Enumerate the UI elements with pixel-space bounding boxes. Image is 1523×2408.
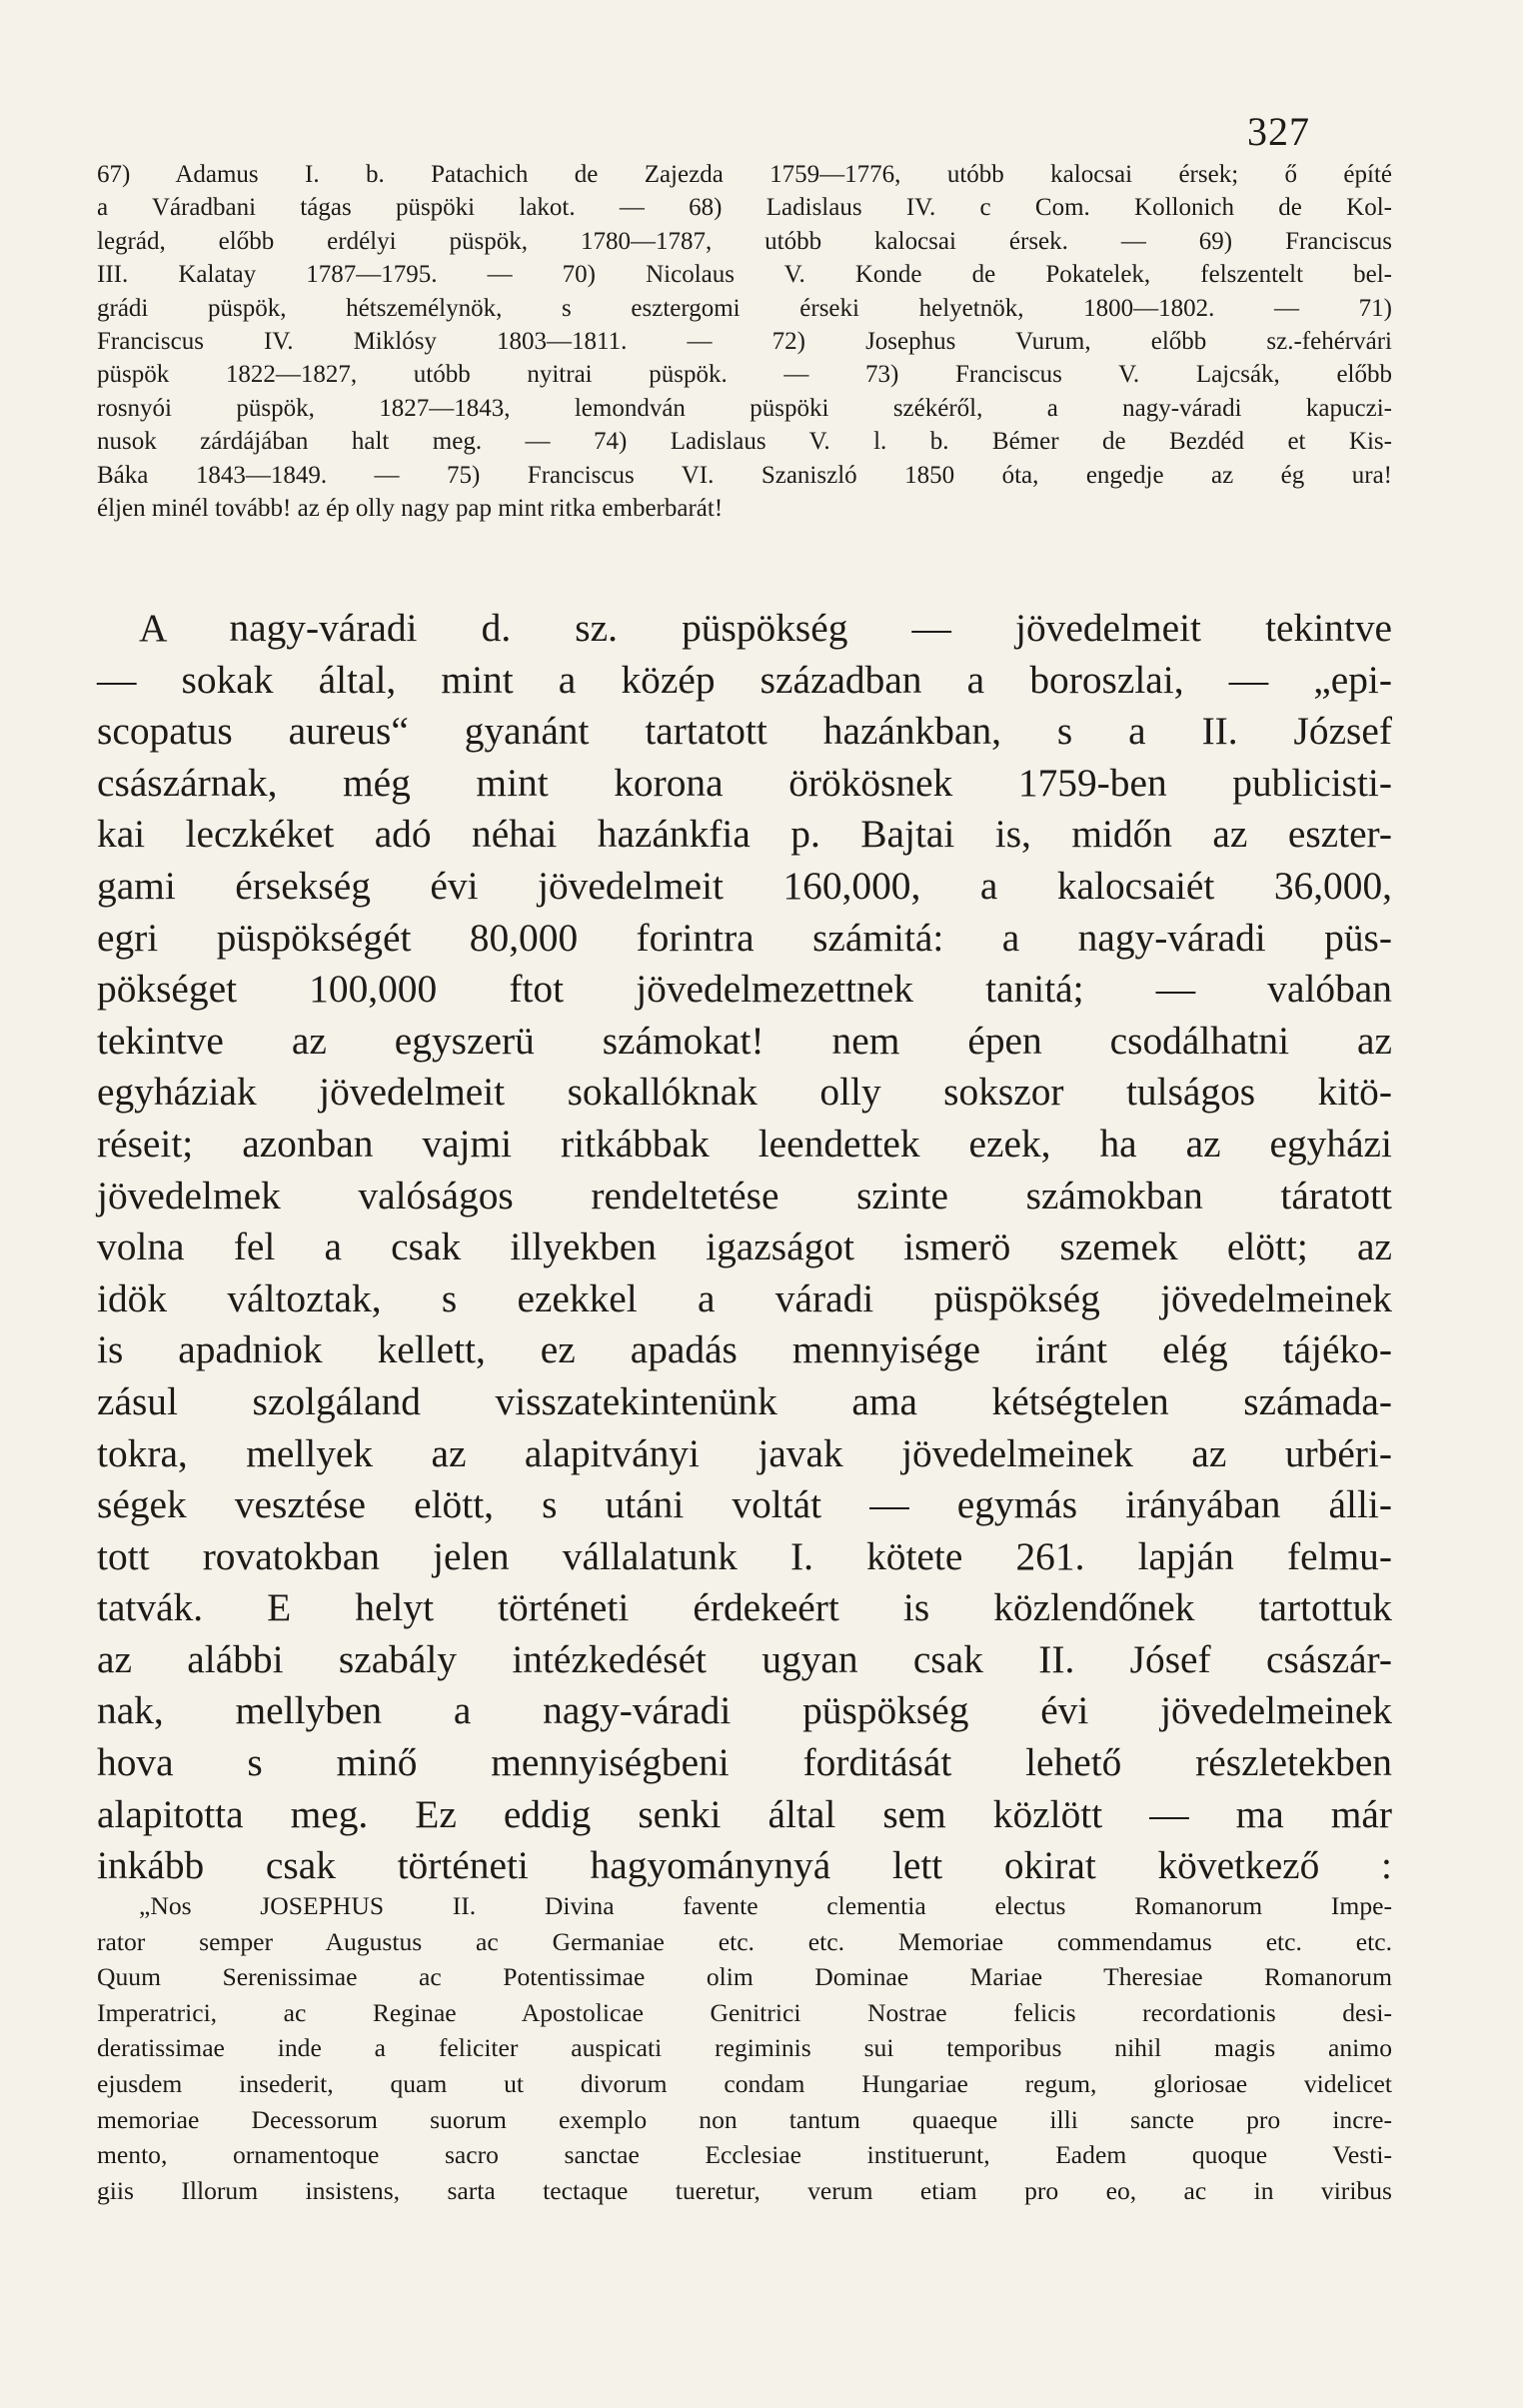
quote-line: mento, ornamentoque sacro sanctae Ecclesiae instituerunt, Eadem quoque Vesti- [97, 2140, 1392, 2170]
footnote-line: grádi püspök, hétszemélynök, s esztergomi érseki helyetnök, 1800—1802. — 71) [97, 294, 1392, 322]
paragraph-line: egri püspökségét 80,000 forintra számitá: a nagy-váradi püs- [97, 915, 1392, 960]
footnote-line: Báka 1843—1849. — 75) Franciscus VI. Szaniszló 1850 óta, engedje az ég ura! [97, 461, 1392, 489]
quote-line: rator semper Augustus ac Germaniae etc. etc. Memoriae commendamus etc. etc. [97, 1926, 1392, 1956]
paragraph-line: A nagy-váradi d. sz. püspökség — jövedelmeit tekintve [139, 606, 1392, 650]
quote-line: Quum Serenissimae ac Potentissimae olim Dominae Mariae Theresiae Romanorum [97, 1962, 1392, 1992]
paragraph-line: az alábbi szabály intézkedését ugyan csak II. Jósef császár- [97, 1636, 1392, 1681]
footnote-line: rosnyói püspök, 1827—1843, lemondván püspöki székéről, a nagy-váradi kapuczi- [97, 394, 1392, 422]
paragraph-line: egyháziak jövedelmeit sokallóknak olly sokszor tulságos kitö- [97, 1070, 1392, 1115]
latin-quote [97, 1888, 1392, 2208]
page-number: 327 [1247, 109, 1310, 154]
paragraph-line: tekintve az egyszerü számokat! nem épen csodálhatni az [97, 1018, 1392, 1063]
footnote-line: püspök 1822—1827, utóbb nyitrai püspök. — 73) Franciscus V. Lajcsák, előbb [97, 361, 1392, 389]
quote-line: Imperatrici, ac Reginae Apostolicae Genitrici Nostrae felicis recordationis desi- [97, 1997, 1392, 2027]
paragraph-line: jövedelmek valóságos rendeltetése szinte számokban táratott [97, 1173, 1392, 1217]
paragraph-line: réseit; azonban vajmi ritkábbak leendettek ezek, ha az egyházi [97, 1121, 1392, 1166]
paragraph-line: pökséget 100,000 ftot jövedelmezettnek tanitá; — valóban [97, 967, 1392, 1012]
paragraph-line: inkább csak történeti hagyománynyá lett okirat következő : [97, 1843, 1392, 1888]
footnote-line: 67) Adamus I. b. Patachich de Zajezda 1759—1776, utóbb kalocsai érsek; ő építé [97, 161, 1392, 188]
quote-line: giis Illorum insistens, sarta tectaque tueretur, verum etiam pro eo, ac in viribus [97, 2175, 1392, 2205]
paragraph-line: ségek vesztése elött, s utáni voltát — egymás irányában álli- [97, 1482, 1392, 1527]
paragraph-line: császárnak, még mint korona örökösnek 1759-ben publicisti- [97, 760, 1392, 805]
footnote-line: a Váradbani tágas püspöki lakot. — 68) Ladislaus IV. c Com. Kollonich de Kol- [97, 194, 1392, 222]
paragraph-line: tatvák. E helyt történeti érdekeért is közlendőnek tartottuk [97, 1585, 1392, 1630]
paragraph-line: is apadniok kellett, ez apadás mennyisége iránt elég tájéko- [97, 1327, 1392, 1372]
footnote-line: éljen minél tovább! az ép olly nagy pap mint ritka emberbarát! [97, 494, 724, 522]
paragraph-line: idök változtak, s ezekkel a váradi püspökség jövedelmeinek [97, 1275, 1392, 1320]
quote-line: deratissimae inde a feliciter auspicati regiminis sui temporibus nihil magis animo [97, 2033, 1392, 2063]
paragraph-line: gami érsekség évi jövedelmeit 160,000, a kalocsaiét 36,000, [97, 863, 1392, 908]
footnote-line: legrád, előbb erdélyi püspök, 1780—1787, utóbb kalocsai érsek. — 69) Franciscus [97, 227, 1392, 255]
footnote-line: Franciscus IV. Miklósy 1803—1811. — 72) Josephus Vurum, előbb sz.-fehérvári [97, 327, 1392, 355]
paragraph-line: zásul szolgáland visszatekintenünk ama kétségtelen számada- [97, 1378, 1392, 1423]
paragraph-line: volna fel a csak illyekben igazságot ismerö szemek elött; az [97, 1224, 1392, 1269]
paragraph-line: tokra, mellyek az alapitványi javak jövedelmeinek az urbéri- [97, 1430, 1392, 1475]
paragraph-line: nak, mellyben a nagy-váradi püspökség évi jövedelmeinek [97, 1688, 1392, 1733]
paragraph-line: hova s minő mennyiségbeni forditását lehető részletekben [97, 1740, 1392, 1785]
quote-line: ejusdem insederit, quam ut divorum condam Hungariae regum, gloriosae videlicet [97, 2068, 1392, 2098]
paragraph-line: kai leczkéket adó néhai hazánkfia p. Bajtai is, midőn az eszter- [97, 812, 1392, 857]
paragraph-line: alapitotta meg. Ez eddig senki által sem közlött — ma már [97, 1791, 1392, 1836]
footnote-line: III. Kalatay 1787—1795. — 70) Nicolaus V. Konde de Pokatelek, felszentelt bel- [97, 261, 1392, 289]
quote-line: memoriae Decessorum suorum exemplo non tantum quaeque illi sancte pro incre- [97, 2104, 1392, 2134]
paragraph-line: scopatus aureus“ gyanánt tartatott hazánkban, s a II. József [97, 709, 1392, 754]
paragraph-line: — sokak által, mint a közép században a boroszlai, — „epi- [97, 657, 1392, 702]
quote-line: „Nos JOSEPHUS II. Divina favente clementia electus Romanorum Impe- [139, 1891, 1392, 1920]
paragraph-line: tott rovatokban jelen vállalatunk I. kötete 261. lapján felmu- [97, 1533, 1392, 1578]
footnote-line: nusok zárdájában halt meg. — 74) Ladislaus V. l. b. Bémer de Bezdéd et Kis- [97, 428, 1392, 456]
main-text [97, 603, 1392, 1892]
footnotes [97, 158, 1392, 525]
